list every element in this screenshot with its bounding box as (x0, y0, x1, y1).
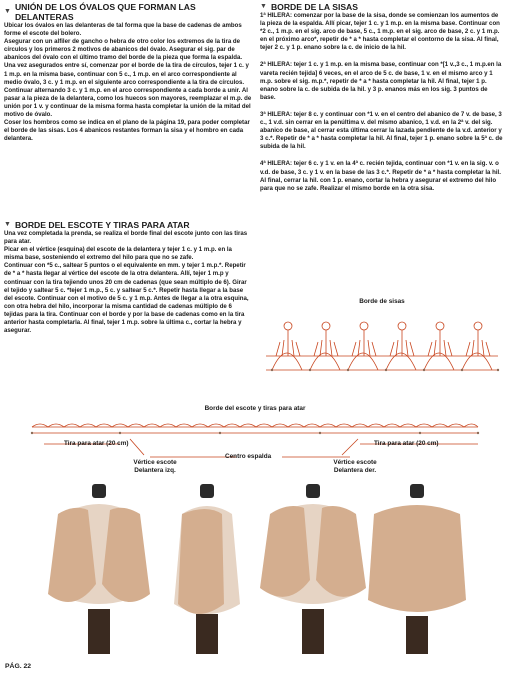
triangle-bullet-icon: ▼ (260, 3, 267, 10)
crochet-symbol-diagram (262, 296, 502, 380)
section-title-escote: ▼ BORDE DEL ESCOTE Y TIRAS PARA ATAR (4, 220, 190, 230)
triangle-bullet-icon: ▼ (4, 8, 11, 15)
section-borde-sisas (260, 2, 503, 193)
hilera-3: 3ª HILERA: tejer 8 c. y continuar con *1 v. en el centro del abanico de 7 v. de base, 3 c., 1 v.d. sin cerrar en la penúltima v. del mismo abanico, 1 v.d. en la 2ª v. del sig. abanico de base, al cerrar esta última cerrar la lazada pendiente de la v.d. anterior y 3 c.*. Repetir de * a * hasta completar la hil. Al final, tejer 1 p. enano sobre la 5ª c. de subida de la hil. (260, 110, 503, 151)
left-tie-label: Tira para atar (20 cm) (64, 440, 129, 447)
paragraph: Coser los hombros como se indica en el plano de la página 19, para poder completar el borde de las sisas. Los 4 abanicos restantes forman la sisa y el hombro en cada delantera. (4, 119, 250, 143)
paragraph: Ubicar los óvalos en las delanteras de tal forma que la base de cadenas de ambos forme el escote del bolero. (4, 22, 242, 38)
right-vertex-label: Vértice escote Delantera der. (333, 459, 377, 474)
triangle-bullet-icon: ▼ (4, 221, 11, 228)
garment-photo-front-2 (258, 484, 368, 659)
garment-photo-front-1 (44, 484, 154, 659)
diagram-title: Borde del escote y tiras para atar (204, 405, 306, 412)
section-title-union: ▼ UNIÓN DE LOS ÓVALOS QUE FORMAN LAS DELANTERAS (4, 2, 196, 22)
chart-title: Borde de sisas (359, 298, 405, 305)
section-title-sisas: ▼ BORDE DE LA SISAS (260, 2, 358, 12)
hilera-1: 1ª HILERA: comenzar por la base de la sisa, donde se comienzan los aumentos de la pieza de la espalda. Allí picar, tejer 1 c. y 1 m.p. en la misma base. Continuar con *2 c., 1 m.p. en el sig. arco de base, 5 c., 1 m.p. en el sig. arco de base, 2 c. y 1 m.p. en el próximo arco*, repetir de * a * hasta completar el contorno de la sisa. Al final, tejer 2 c. y 1 p. enano sobre la c. de inicio de la hil. (260, 12, 500, 52)
center-back-label: Centro espalda (225, 453, 272, 460)
page-number: PÁG. 22 (5, 663, 32, 670)
section-union-ovalos (4, 2, 252, 143)
garment-photo-back (362, 484, 472, 659)
left-vertex-label: Vértice escote Delantera izq. (133, 459, 177, 474)
paragraph: Continuar con *5 c., saltear 5 puntos o el equivalente en mm. y tejer 1 m.p.*. Repetir de * a * hasta llegar al vértice del escote de la otra delantera. Allí, tejer 1 m.p y continuar con la tira tejiendo unos 20 cm de cadenas (que sean múltiplo de 6). Girar el tejido y saltear 5 c. *tejer 1 m.p., 5 c. y saltear 5 c.*. Repetir hasta llegar a la base del escote. Continuar con el motivo de 5 c. y 1 m.p. Antes de llegar a la otra esquina, con otra hebra del hilo, incorporar la misma cantidad de cadenas múltiplo de 6 tejidas para la tira. Continuar con el borde y por la base de cadenas como en la tira anterior hasta completarla. Al final, tejer 1 m.p. sobre la última c., cortar la hebra y asegurar. (4, 262, 249, 335)
paragraph: Una vez completada la prenda, se realiza el borde final del escote junto con las tiras para atar. (4, 230, 248, 246)
sisa-crochet-chart (262, 296, 502, 380)
hilera-2: 2ª HILERA: tejer 1 c. y 1 m.p. en la misma base, continuar con *[1 v.,3 c., 1 m.p.en la vareta recién tejida] 6 veces, en el arco de 5 c. de base, 1 v. en el mismo arco y 1 m.p. sobre el sig. m.p.*, repetir de * a * hasta completar la hil. Al final, tejer 1 p. enano sobre la c. de subida de la hil. y 3 p. enanos más en los sig. 3 puntos de base. (260, 61, 502, 101)
hilera-4: 4ª HILERA: tejer 6 c. y 1 v. en la 4ª c. recién tejida, continuar con *1 v. en la sig. v. o v.d. de base, 3 c. y 1 v. en la base de las 3 c.*. Repetir de * a * hasta completar la hil. Al final, cerrar la hil. con 1 p. enano, cortar la hebra y asegurar el extremo del hilo para que no se zafe. Realizar el mismo borde en la otra sisa. (260, 160, 501, 192)
paragraph: Picar en el vértice (esquina) del escote de la delantera y tejer 1 c. y 1 m.p. en la misma base, sosteniendo el extremo del hilo para que no se zafe. (4, 246, 232, 262)
right-tie-label: Tira para atar (20 cm) (374, 440, 439, 447)
escote-chain-diagram (20, 417, 490, 477)
paragraph: Asegurar con un alfiler de gancho o hebra de otro color los extremos de la tira de círculos y los primeros 2 motivos de abanicos del óvalo. Asegurar el sig. par de abanicos del óvalo con el último tramo del borde de la pieza que forma la espalda. Una vez asegurados entre sí, comenzar por el borde de la tira de círculos, tejer 1 c. y 1 m.p. en la misma base, continuar con 5 c., 1 m.p. en el arco correspondiente al medio óvalo, 3 c. y 1 m.p. en el siguiente arco correspondiente a la tira de círculos. Continuar alternando 3 c. y 1 m.p. en el arco correspondiente a cada borde a unir. Al pasar a la pieza de la delantera, como los huecos son mayores, reemplazar el m.p. de unión por 1 v. y continuar de la misma forma hasta completar la unión de la mitad del motivo de óvalo. (4, 38, 252, 119)
escote-border-diagram (20, 405, 490, 485)
garment-photo-side (152, 484, 262, 659)
section-borde-escote (4, 220, 252, 335)
